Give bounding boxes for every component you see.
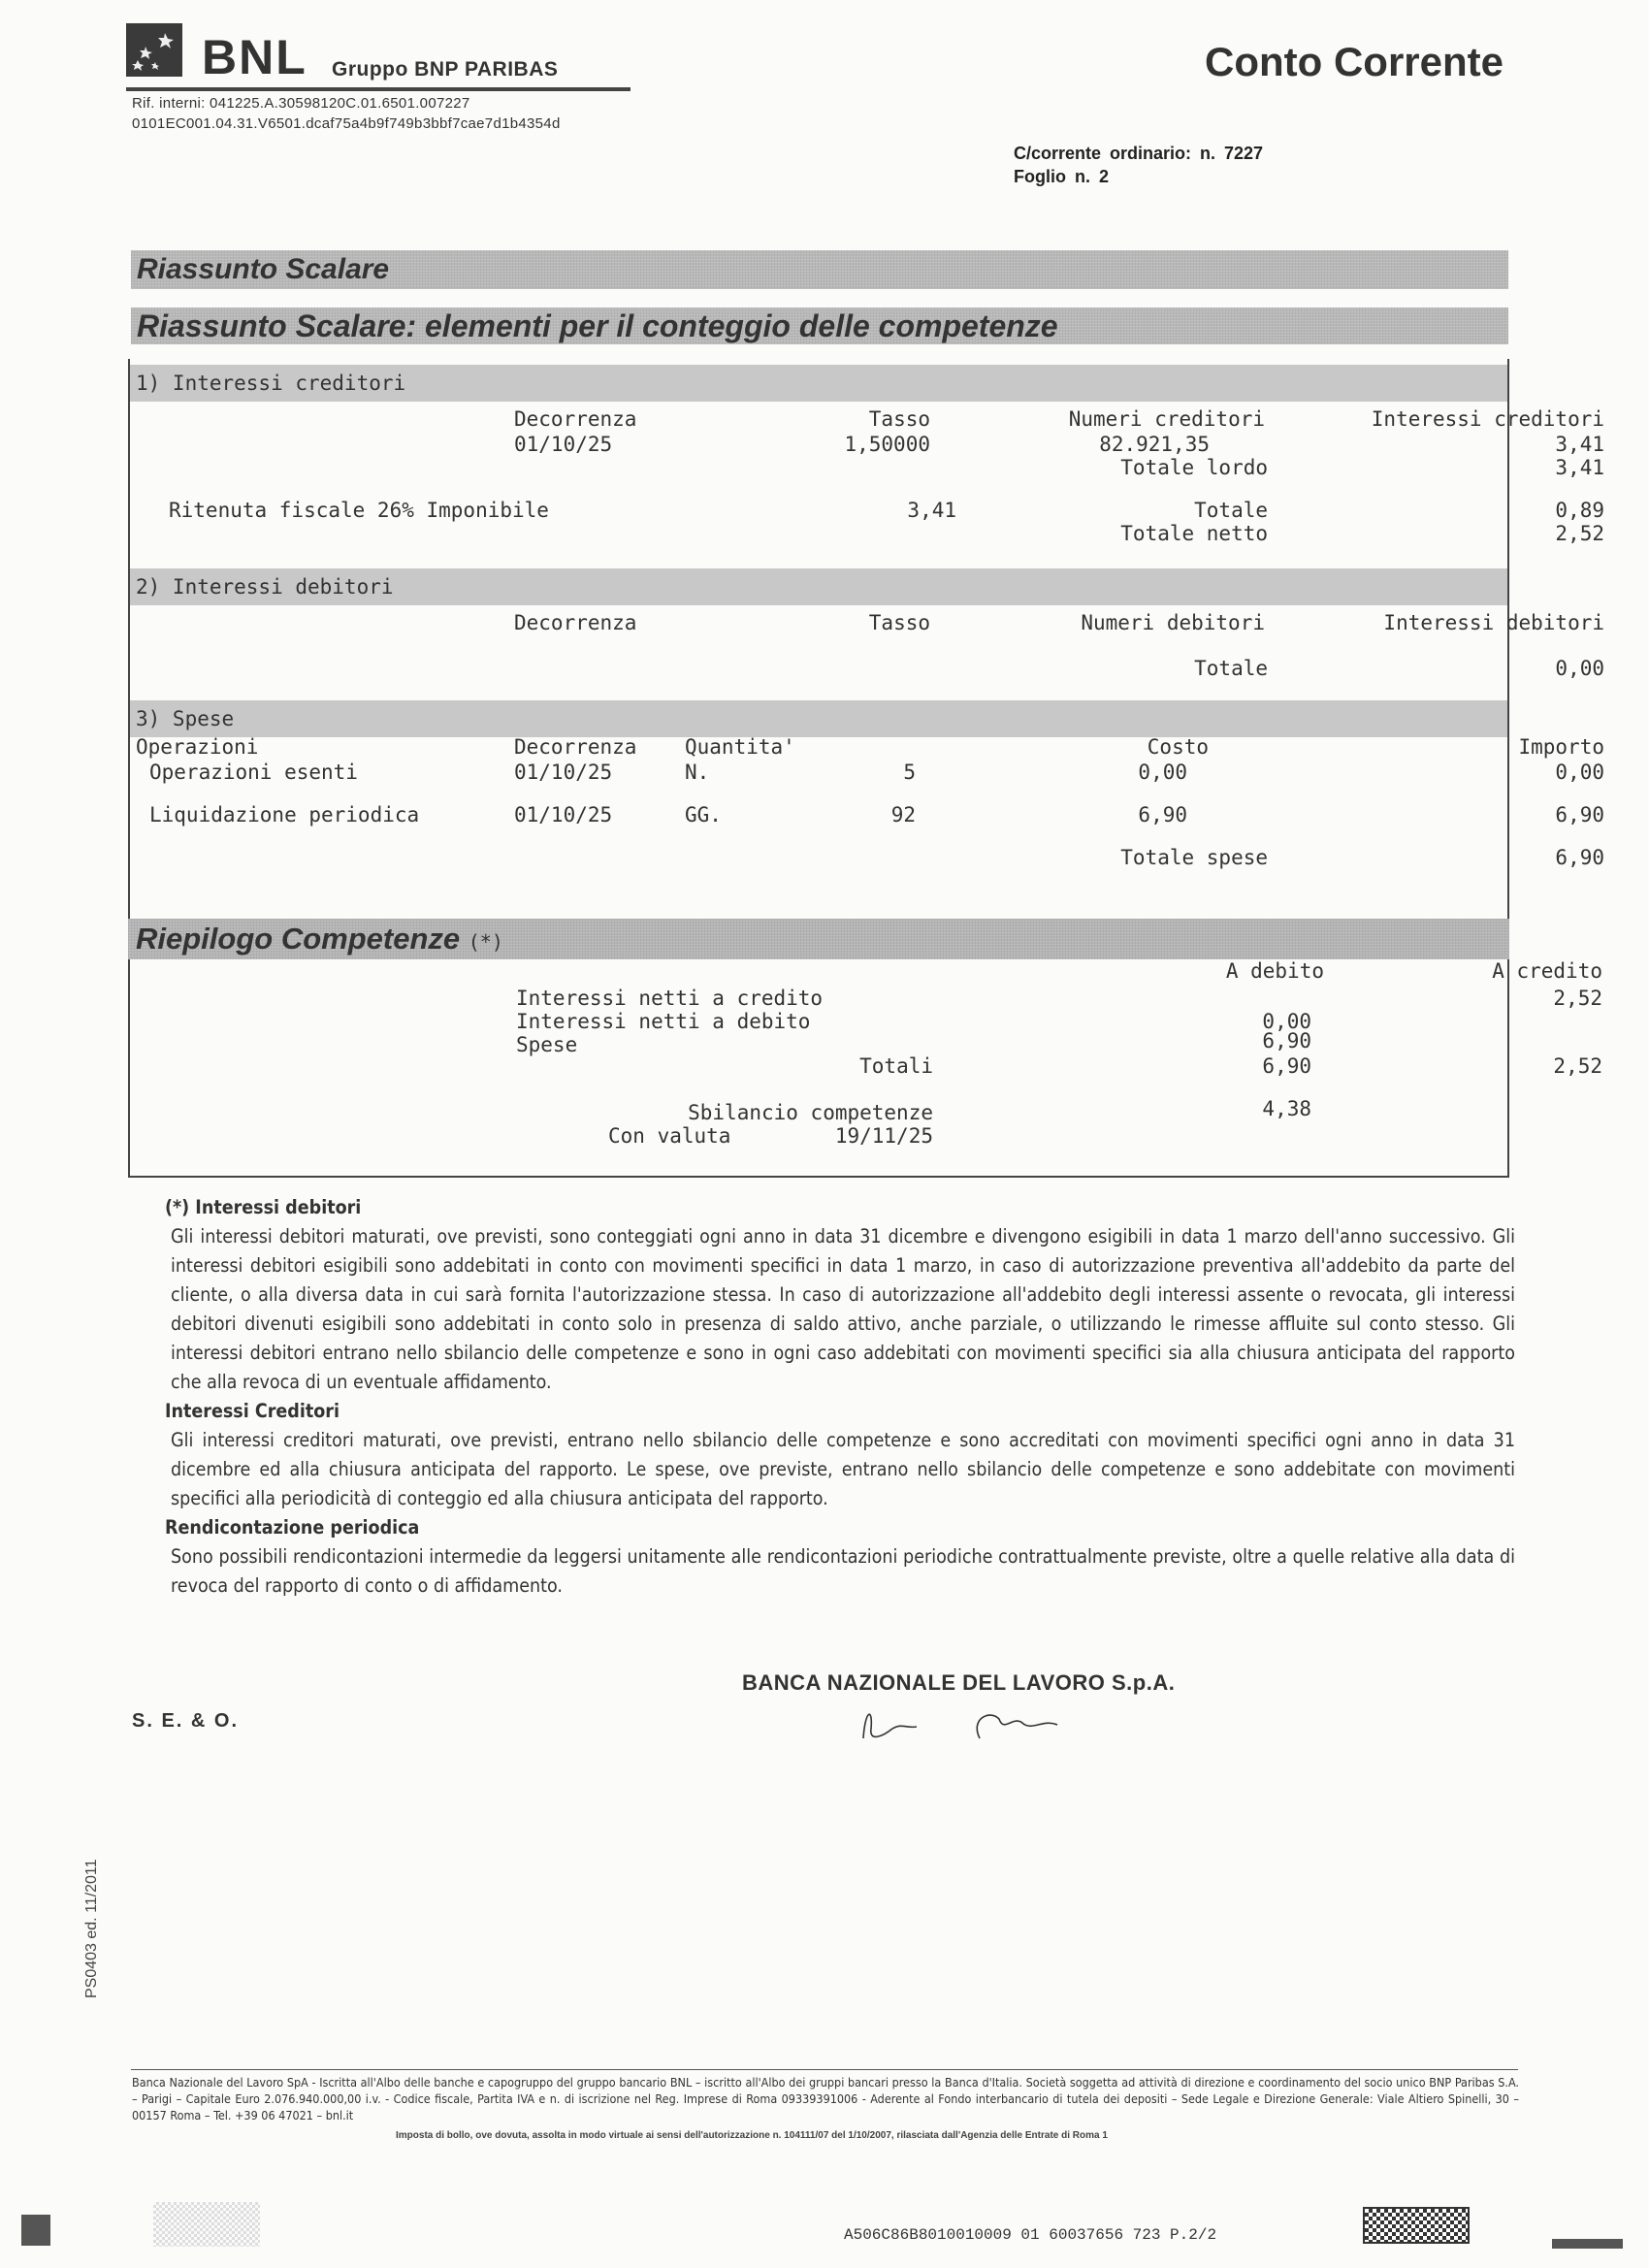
alignment-mark-right: [1552, 2239, 1623, 2249]
spese-decorrenza: 01/10/25: [514, 803, 613, 826]
sbilancio-label: Sbilancio competenze: [688, 1101, 933, 1124]
deb-totale-label: Totale: [1194, 657, 1268, 680]
totale-spese-value: 6,90: [1555, 846, 1604, 869]
riepilogo-debito: 0,00: [1262, 1010, 1311, 1033]
document-hash: 0101EC001.04.31.V6501.dcaf75a4b9f749b3bbf7cae7d1b4354d: [132, 115, 561, 132]
spese-decorrenza: 01/10/25: [514, 761, 613, 784]
cred-interessi: 3,41: [1555, 433, 1604, 456]
spese-operazione: Liquidazione periodica: [149, 803, 420, 826]
cred-tasso: 1,50000: [844, 433, 930, 456]
account-number: C/corrente ordinario: n. 7227: [1014, 144, 1264, 163]
spese-qty: 5: [903, 761, 916, 784]
spese-unit: N.: [685, 761, 710, 784]
cred-decorrenza: 01/10/25: [514, 433, 613, 456]
note-text-creditori: Gli interessi creditori maturati, ove previsti, entrano nello sbilancio delle competenze e sono accreditati con movimenti specifici ogni anno in data 31 dicembre ed alla chiusura anticipata del rapporto. Le spese, ove previste, entrano nello sbilancio delle competenze e sono addebitate con movimenti specifici alla periodicità di conteggio ed alla chiusura anticipata del rapporto.: [171, 1429, 1515, 1509]
subsection-interessi-creditori: 1) Interessi creditori: [130, 365, 1507, 402]
cred-numeri: 82.921,35: [1099, 433, 1210, 456]
totale-spese-label: Totale spese: [1120, 846, 1268, 869]
col-a-debito: A debito: [1225, 959, 1324, 983]
spese-importo: 6,90: [1555, 803, 1604, 826]
ritenuta-label: Ritenuta fiscale 26% Imponibile: [169, 499, 549, 522]
section-header-riepilogo: [128, 919, 1509, 959]
deb-col-numeri: Numeri debitori: [1081, 611, 1265, 634]
riepilogo-label: Interessi netti a credito: [516, 987, 824, 1010]
deb-col-decorrenza: Decorrenza: [514, 611, 637, 634]
spese-importo: 0,00: [1555, 761, 1604, 784]
logo-underline: [126, 87, 630, 91]
imponibile-value: 3,41: [907, 499, 956, 522]
sbilancio-value: 4,38: [1262, 1097, 1311, 1120]
note-heading-rendicontazione: Rendicontazione periodica: [165, 1516, 420, 1539]
riepilogo-label: Interessi netti a debito: [516, 1010, 811, 1033]
subsection-spese: 3) Spese: [130, 700, 1507, 737]
col-interessi-creditori: Interessi creditori: [1371, 407, 1604, 431]
ritenuta-totale-label: Totale: [1194, 499, 1268, 522]
internal-reference: Rif. interni: 041225.A.30598120C.01.6501.007227: [132, 95, 470, 112]
spese-qty: 92: [890, 803, 916, 826]
note-heading-creditori: Interessi Creditori: [165, 1400, 340, 1422]
alignment-mark-left: [21, 2215, 50, 2246]
spese-costo: 6,90: [1138, 803, 1187, 826]
riepilogo-border: [128, 959, 1509, 1178]
brand-group: Gruppo BNP PARIBAS: [332, 58, 559, 81]
totale-netto-value: 2,52: [1555, 522, 1604, 545]
bnl-logo-mark: [126, 23, 182, 77]
col-numeri-creditori: Numeri creditori: [1068, 407, 1265, 431]
col-a-credito: A credito: [1492, 959, 1602, 983]
document-code: A506C86B8010010009 01 60037656 723 P.2/2: [844, 2226, 1217, 2244]
sheet-number: Foglio n. 2: [1014, 167, 1109, 186]
riepilogo-note-marker: (*): [468, 930, 503, 954]
deb-col-tasso: Tasso: [868, 611, 930, 634]
riepilogo-credito: 2,52: [1553, 987, 1602, 1010]
riepilogo-title: Riepilogo Competenze: [136, 922, 461, 956]
stamp-duty-notice: Imposta di bollo, ove dovuta, assolta in modo virtuale ai sensi dell'autorizzazione n. 104111/07 del 1/10/2007, rilasciata dall'Agenzia delle Entrate di Roma 1: [396, 2130, 1108, 2141]
page-title: Conto Corrente: [1205, 39, 1504, 84]
ritenuta-totale-value: 0,89: [1555, 499, 1604, 522]
totali-debito: 6,90: [1262, 1054, 1311, 1078]
spese-col-operazioni: Operazioni: [136, 735, 259, 759]
faint-barcode-icon: [153, 2202, 260, 2247]
spese-unit: GG.: [685, 803, 722, 826]
stars-icon: [126, 23, 182, 77]
legal-notice: Banca Nazionale del Lavoro SpA - Iscritta all'Albo delle banche e capogruppo del gruppo bancario BNL – iscritto all'Albo dei gruppi bancari presso la Banca d'Italia. Società soggetta ad attività di direzione e coordinamento del socio unico BNP Paribas S.A. – Parigi – Capitale Euro 2.076.940.000,00 i.v. - Codice fiscale, Partita IVA e n. di iscrizione nel Reg. Imprese di Roma 09339391006 - Aderente al Fondo interbancario di tutela dei depositi – Sede Legale e Direzione Generale: Viale Altiero Spinelli, 30 – 00157 Roma – Tel. +39 06 47021 – bnl.it: [132, 2075, 1519, 2122]
spese-col-importo: Importo: [1518, 735, 1604, 759]
totale-lordo-label: Totale lordo: [1120, 456, 1268, 479]
valuta-label: Con valuta: [608, 1124, 731, 1148]
col-tasso: Tasso: [868, 407, 930, 431]
section-header-elementi: Riassunto Scalare: elementi per il conteggio delle competenze: [131, 308, 1508, 344]
spese-operazione: Operazioni esenti: [149, 761, 358, 784]
signature-icon: [854, 1700, 1125, 1748]
note-heading-debitori: (*) Interessi debitori: [165, 1196, 362, 1218]
bank-signature-name: BANCA NAZIONALE DEL LAVORO S.p.A.: [742, 1670, 1176, 1695]
totali-label: Totali: [859, 1054, 933, 1078]
deb-col-interessi: Interessi debitori: [1383, 611, 1604, 634]
totali-credito: 2,52: [1553, 1054, 1602, 1078]
spese-col-quantita: Quantita': [685, 735, 795, 759]
note-text-debitori: Gli interessi debitori maturati, ove previsti, sono conteggiati ogni anno in data 31 dicembre e divengono esigibili in data 1 marzo dell'anno successivo. Gli interessi debitori esigibili sono addebitati in conto con movimenti specifici in data 1 marzo, in caso di autorizzazione preventiva all'addebito da parte del cliente, o alla diversa data in cui sarà fornita l'autorizzazione stessa. In caso di autorizzazione all'addebito degli interessi assente o revocata, gli interessi debitori divenuti esigibili sono addebitati in conto solo in presenza di saldo attivo, anche parziale, o utilizzando le rimesse affluite sul conto stesso. Gli interessi debitori entrano nello sbilancio delle competenze e sono in ogni caso addebitati con movimenti specifici sia alla chiusura anticipata del rapporto che alla revoca di un eventuale affidamento.: [171, 1225, 1515, 1393]
footnotes: [167, 1193, 1515, 1601]
datamatrix-barcode-icon: [1363, 2207, 1470, 2244]
valuta-date: 19/11/25: [834, 1124, 933, 1148]
section-header-riassunto: Riassunto Scalare: [131, 250, 1508, 289]
riepilogo-debito: 6,90: [1262, 1029, 1311, 1053]
errors-omissions-excepted: S. E. & O.: [132, 1710, 240, 1732]
deb-totale-value: 0,00: [1555, 657, 1604, 680]
col-decorrenza: Decorrenza: [514, 407, 637, 431]
form-code: PS0403 ed. 11/2011: [83, 1859, 100, 1998]
spese-col-costo: Costo: [1147, 735, 1209, 759]
brand-name: BNL: [202, 30, 307, 84]
riepilogo-label: Spese: [516, 1033, 578, 1056]
spese-col-decorrenza: Decorrenza: [514, 735, 637, 759]
subsection-interessi-debitori: 2) Interessi debitori: [130, 568, 1507, 605]
totale-netto-label: Totale netto: [1120, 522, 1268, 545]
footer-divider: [131, 2069, 1518, 2070]
totale-lordo-value: 3,41: [1555, 456, 1604, 479]
spese-costo: 0,00: [1138, 761, 1187, 784]
note-text-rendicontazione: Sono possibili rendicontazioni intermedie da leggersi unitamente alle rendicontazioni periodiche contrattualmente previste, oltre a quelle relative alla data di revoca del rapporto di conto o di affidamento.: [171, 1545, 1515, 1597]
